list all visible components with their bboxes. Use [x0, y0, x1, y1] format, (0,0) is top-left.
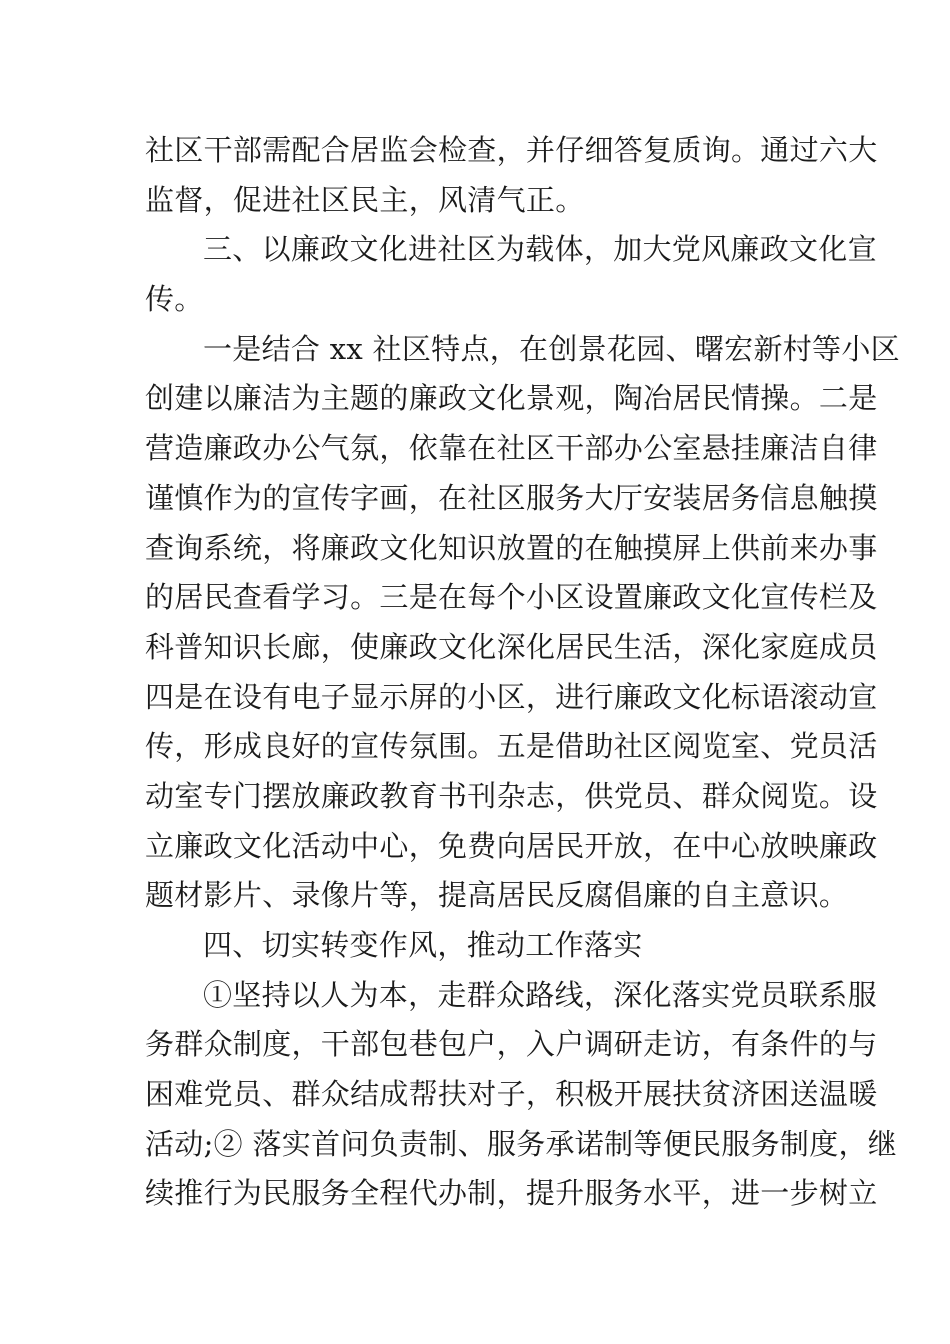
text-line: 困难党员、群众结成帮扶对子，积极开展扶贫济困送温暖	[145, 1077, 878, 1112]
text-line: 题材影片、录像片等，提高居民反腐倡廉的自主意识。	[145, 878, 849, 913]
text-line: 社区干部需配合居监会检查，并仔细答复质询。通过六大	[145, 133, 878, 167]
body-text	[145, 126, 900, 1219]
text-line: 续推行为民服务全程代办制，提升服务水平，进一步树立	[145, 1176, 878, 1211]
text-line: ①坚持以人为本，走群众路线，深化落实党员联系服	[203, 977, 877, 1012]
text-line: 立廉政文化活动中心，免费向居民开放，在中心放映廉政	[145, 828, 878, 863]
text-line: 创建以廉洁为主题的廉政文化景观，陶冶居民情操。二是	[145, 381, 878, 416]
text-line: 传。	[145, 282, 204, 317]
text-line: 动室专门摆放廉政教育书刊杂志，供党员、群众阅览。设	[145, 778, 878, 813]
text-line: 谨慎作为的宣传字画，在社区服务大厅安装居务信息触摸	[145, 480, 878, 515]
text-line: 四、切实转变作风，推动工作落实	[203, 928, 643, 962]
text-line: 监督，促进社区民主，风清气正。	[145, 182, 585, 217]
text-line: 四是在设有电子显示屏的小区，进行廉政文化标语滚动宣	[145, 679, 878, 714]
text-line: 营造廉政办公气氛，依靠在社区干部办公室悬挂廉洁自律	[145, 431, 878, 466]
text-line: 一是结合 xx 社区特点，在创景花园、曙宏新村等小区	[203, 331, 900, 366]
text-line: 的居民查看学习。三是在每个小区设置廉政文化宣传栏及	[145, 580, 878, 615]
text-line: 三、以廉政文化进社区为载体，加大党风廉政文化宣	[203, 232, 877, 267]
text-line: 查询系统，将廉政文化知识放置的在触摸屏上供前来办事	[145, 530, 878, 565]
text-line: 务群众制度，干部包巷包户，入户调研走访，有条件的与	[145, 1027, 878, 1062]
text-line: 活动;② 落实首问负责制、服务承诺制等便民服务制度，继	[145, 1126, 898, 1161]
text-line: 传，形成良好的宣传氛围。五是借助社区阅览室、党员活	[145, 729, 878, 764]
text-line: 科普知识长廊，使廉政文化深化居民生活，深化家庭成员	[145, 629, 878, 664]
